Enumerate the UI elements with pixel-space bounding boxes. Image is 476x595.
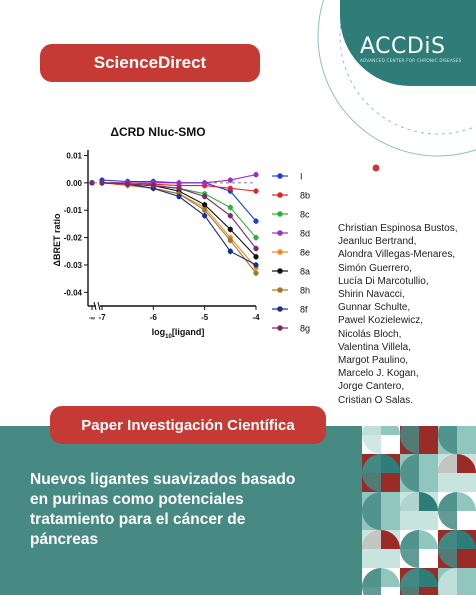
legend-item <box>272 286 310 296</box>
chart-title: ΔCRD Nluc-SMO <box>110 125 206 139</box>
pattern-tile <box>400 454 438 492</box>
legend-swatch-marker <box>277 287 283 293</box>
pattern-tile <box>400 568 438 595</box>
data-point <box>99 180 104 185</box>
y-tick-label: -0.01 <box>63 206 82 216</box>
data-point <box>228 205 233 210</box>
data-point <box>202 208 207 213</box>
data-point <box>228 213 233 218</box>
data-point <box>253 172 258 177</box>
y-tick-label: 0.00 <box>66 178 82 188</box>
data-point <box>253 246 258 251</box>
pattern-tile <box>400 492 438 530</box>
author: Cristian O Salas. <box>338 394 414 406</box>
pattern-tile <box>362 426 400 454</box>
series-8e <box>89 180 258 271</box>
data-point <box>253 235 258 240</box>
x-tick-label: -7 <box>98 313 106 322</box>
author: Jorge Cantero, <box>338 381 405 393</box>
series-8b <box>89 180 258 194</box>
y-tick-label: -0.03 <box>63 260 82 270</box>
legend-swatch-marker <box>277 325 283 331</box>
y-tick-label: 0.01 <box>66 151 82 161</box>
x-tick-label: -5 <box>201 313 209 322</box>
paper-title-line: páncreas <box>30 531 99 548</box>
data-point <box>202 180 207 185</box>
paper-title <box>30 470 350 550</box>
data-point <box>253 219 258 224</box>
data-point <box>253 271 258 276</box>
legend-label: 8a <box>300 266 311 277</box>
data-point <box>176 186 181 191</box>
author: Pawel Kozielewicz, <box>338 315 424 327</box>
legend-swatch-marker <box>277 249 283 255</box>
pattern-tile <box>362 530 400 568</box>
author: Lucía Di Marcotullio, <box>338 275 429 287</box>
author: Margot Paulino, <box>338 355 409 367</box>
author: Jeanluc Bertrand, <box>338 236 417 248</box>
data-point <box>151 183 156 188</box>
author: Nicolás Bloch, <box>338 328 402 340</box>
legend-label: 8h <box>300 285 311 296</box>
data-point <box>202 213 207 218</box>
legend-item <box>272 172 303 182</box>
legend-label: I <box>300 171 303 182</box>
author: Alondra Villegas-Menares, <box>338 249 456 261</box>
data-point <box>176 194 181 199</box>
paper-title-line: tratamiento para el cáncer de <box>30 511 246 528</box>
legend-label: 8d <box>300 228 311 239</box>
legend-swatch-marker <box>277 173 283 179</box>
legend-swatch-marker <box>277 230 283 236</box>
author: Valentina Villela, <box>338 341 412 353</box>
x-tick-label: -∞ <box>88 316 96 322</box>
legend-swatch-marker <box>277 192 283 198</box>
pattern-tile <box>400 426 438 454</box>
legend-item <box>272 191 310 201</box>
legend-item <box>272 324 310 334</box>
author: Shirin Navacci, <box>338 289 405 301</box>
legend-label: 8g <box>300 323 311 334</box>
x-tick-label: -4 <box>252 313 260 322</box>
author: Christian Espinosa Bustos, <box>338 223 458 234</box>
legend-label: 8c <box>300 209 310 220</box>
accdis-tagline: ADVANCED CENTER FOR CHRONIC DISEASES <box>360 58 462 63</box>
pattern-tile <box>438 530 476 568</box>
author: Simón Guerrero, <box>338 262 412 274</box>
data-point <box>253 254 258 259</box>
pattern-tile <box>438 568 476 595</box>
paper-title-line: en purinas como potenciales <box>30 491 244 508</box>
legend-item <box>272 248 310 258</box>
bret-chart <box>50 120 334 342</box>
x-axis-label: $\log_{10}[ligand]$ <box>151 327 205 340</box>
chart-svg <box>50 120 334 342</box>
data-point <box>202 194 207 199</box>
pattern-tile <box>362 568 400 595</box>
accdis-logo: ACCDiS <box>360 34 446 59</box>
data-point <box>176 180 181 185</box>
paper-title-line: Nuevos ligantes suavizados basado <box>30 471 296 488</box>
legend-item <box>272 229 310 239</box>
data-point <box>228 238 233 243</box>
author: Marcelo J. Kogan, <box>338 368 419 380</box>
y-axis-label: ΔBRET ratio <box>52 213 62 267</box>
pattern-tile <box>400 530 438 568</box>
pattern-tile <box>438 454 476 492</box>
legend-item <box>272 210 310 220</box>
legend-swatch-marker <box>277 211 283 217</box>
chart-series <box>89 172 258 277</box>
axis-break <box>98 302 100 310</box>
legend-label: 8f <box>300 304 308 315</box>
pattern-tile <box>438 426 476 454</box>
data-point <box>228 178 233 183</box>
legend-item <box>272 305 308 315</box>
legend-swatch-marker <box>277 306 283 312</box>
legend-label: 8b <box>300 190 311 201</box>
legend-swatch-marker <box>277 268 283 274</box>
data-point <box>228 249 233 254</box>
legend-label: 8e <box>300 247 311 258</box>
pattern-tile <box>438 492 476 530</box>
legend-item <box>272 267 310 277</box>
source-banner: ScienceDirect <box>40 44 260 82</box>
author-list <box>338 222 473 407</box>
geometric-pattern <box>362 426 476 595</box>
data-point <box>228 186 233 191</box>
pattern-tile <box>362 454 400 492</box>
paper-type-banner: Paper Investigación Científica <box>50 406 326 444</box>
x-tick-label: -6 <box>149 313 157 322</box>
data-point <box>202 202 207 207</box>
data-point <box>228 227 233 232</box>
author: Gunnar Schulte, <box>338 302 411 314</box>
chart-legend <box>272 172 310 334</box>
data-point <box>253 262 258 267</box>
y-tick-label: -0.02 <box>63 233 82 243</box>
y-tick-label: -0.04 <box>63 288 82 298</box>
pattern-tile <box>362 492 400 530</box>
data-point <box>89 180 94 185</box>
data-point <box>125 182 130 187</box>
data-point <box>253 188 258 193</box>
